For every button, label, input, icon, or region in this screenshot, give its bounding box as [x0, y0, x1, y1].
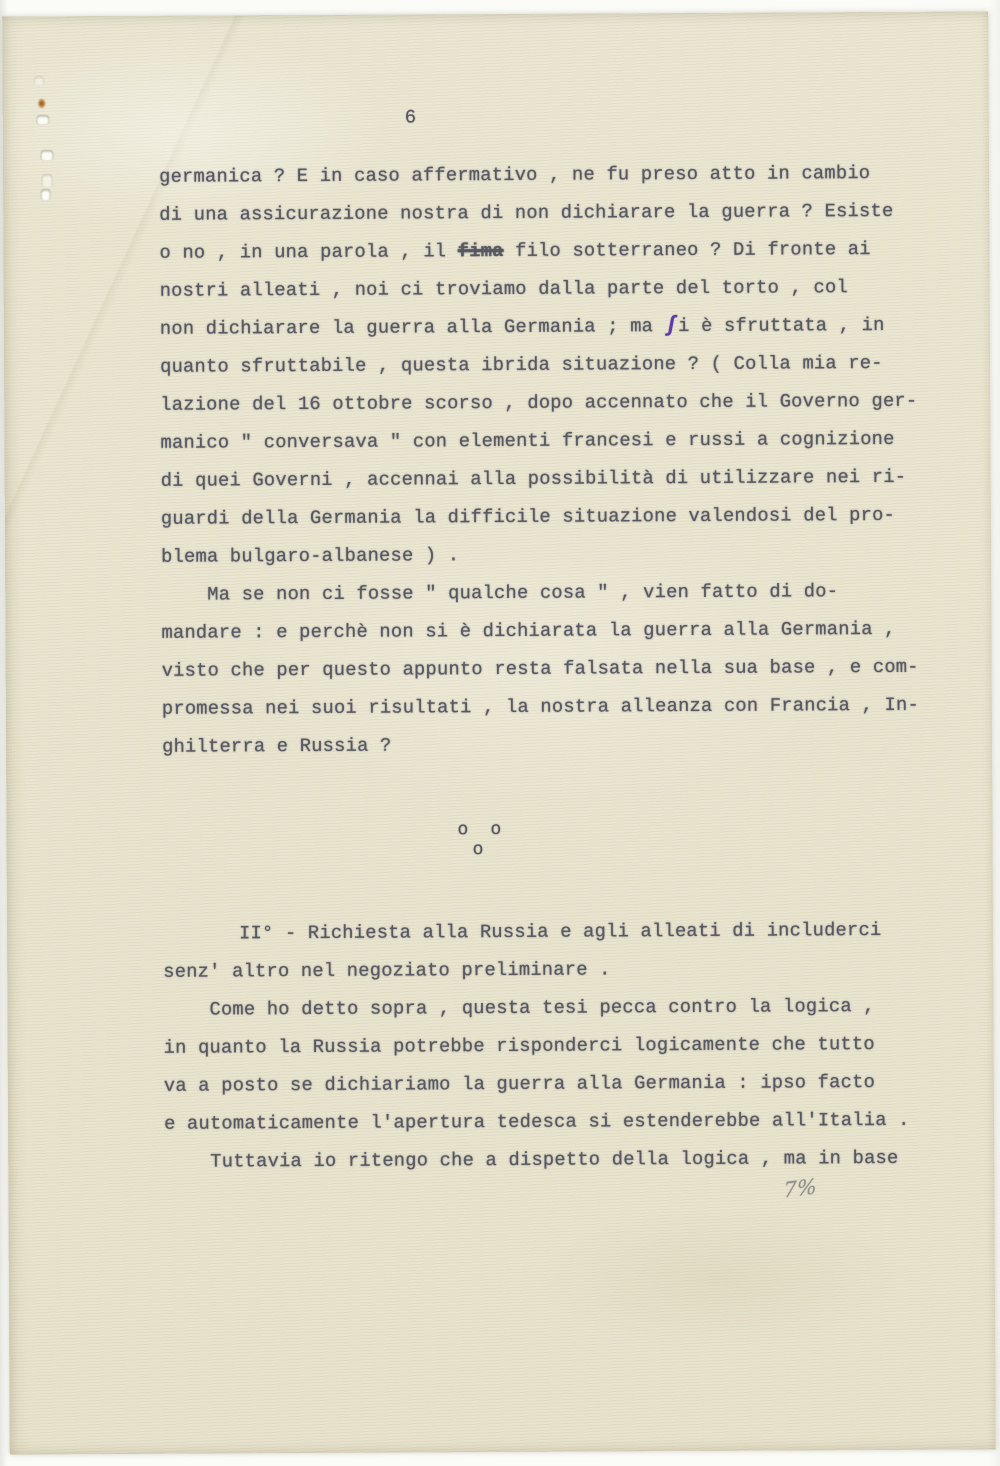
text-line	[163, 987, 963, 1029]
typewriter-text: o no , in una parola , il	[159, 240, 458, 264]
typewriter-text: di una assicurazione nostra di non dichiarare la guerra ? Esiste	[159, 199, 894, 226]
text-line	[160, 344, 940, 386]
text-line	[159, 192, 939, 234]
punch-hole	[37, 115, 49, 124]
typewriter-text: in quanto la Russia potrebbe risponderci logicamente che tutto	[163, 1033, 875, 1059]
typewriter-text: visto che per questo appunto resta falsata nella sua base , e com-	[161, 655, 919, 682]
text-line	[164, 1063, 964, 1105]
section-separator: o	[472, 840, 484, 861]
typewriter-text: Tuttavia io ritengo che a dispetto della logica , ma in base	[210, 1146, 899, 1173]
typewriter-text: di quei Governi , accennai alla possibilità di utilizzare nei ri-	[160, 465, 907, 492]
rust-stain	[38, 98, 46, 108]
section-separator: o o	[457, 819, 502, 841]
punch-hole	[42, 174, 52, 187]
purple-ink-text: ʃ	[664, 313, 679, 339]
typewriter-text: va a posto se dichiariamo la guerra alla Germania : ipso facto	[163, 1071, 876, 1097]
text-line	[160, 382, 940, 424]
text-line	[160, 420, 940, 462]
strikethrough-text: fima	[457, 239, 504, 263]
typewriter-text: promessa nei suoi risultati , la nostra alleanza con Francia , In-	[161, 693, 919, 720]
typewriter-text: mandare : e perchè non si è dichiarata la guerra alla Germania ,	[161, 617, 896, 644]
text-line	[161, 572, 941, 614]
page-number: 6	[404, 106, 417, 129]
text-line	[162, 724, 942, 766]
document-page	[2, 11, 996, 1454]
typewriter-text: II° - Richiesta alla Russia e agli alleati di includerci	[238, 919, 882, 945]
text-line	[161, 496, 941, 538]
typewriter-text: lazione del 16 ottobre scorso , dopo accennato che il Governo ger-	[160, 389, 918, 416]
text-line	[163, 949, 963, 991]
text-line	[164, 1139, 964, 1181]
typewriter-text: nostri alleati , noi ci troviamo dalla parte del torto , col	[159, 276, 848, 302]
typewriter-text: guardi della Germania la difficile situazione valendosi del pro-	[160, 503, 896, 530]
text-line	[160, 268, 940, 310]
typewriter-text: Come ho detto sopra , questa tesi pecca contro la logica ,	[209, 995, 875, 1021]
text-line	[159, 154, 939, 196]
typewriter-text: Ma se non ci fosse " qualche cosa " , vien fatto di do-	[207, 580, 839, 606]
typewriter-text: ghilterra e Russia ?	[162, 734, 392, 758]
text-line	[164, 1025, 964, 1067]
text-line	[160, 306, 940, 348]
text-line	[163, 911, 963, 953]
text-line	[162, 686, 942, 728]
typewriter-text: manico " conversava " con elementi francesi e russi a cognizione	[160, 427, 895, 454]
typewriter-text: e automaticamente l'apertura tedesca si estenderebbe all'Italia .	[163, 1108, 910, 1135]
punch-hole	[41, 150, 53, 160]
paragraph-block-2	[163, 911, 964, 1181]
text-line	[159, 230, 939, 272]
punch-hole	[41, 189, 50, 200]
text-line	[161, 534, 941, 576]
typewriter-text: non dichiarare la guerra alla Germania ; ma	[159, 315, 665, 340]
text-line	[164, 1101, 964, 1143]
typewriter-text: senz' altro nel negoziato preliminare .	[163, 958, 611, 983]
typewriter-text: i è sfruttata , in	[678, 313, 885, 338]
pencil-annotation: 7%	[783, 1174, 817, 1203]
text-line	[161, 458, 941, 500]
typewriter-text: germanica ? E in caso affermativo , ne fu preso atto in cambio	[159, 162, 871, 188]
punch-hole	[35, 76, 44, 85]
typewriter-text: blema bulgaro-albanese ) .	[161, 544, 460, 568]
typewriter-text: quanto sfruttabile , questa ibrida situazione ? ( Colla mia re-	[160, 351, 883, 378]
typewriter-text: filo sotterraneo ? Di fronte ai	[503, 238, 871, 262]
paragraph-block-1	[159, 154, 942, 766]
text-line	[162, 648, 942, 690]
text-line	[161, 610, 941, 652]
